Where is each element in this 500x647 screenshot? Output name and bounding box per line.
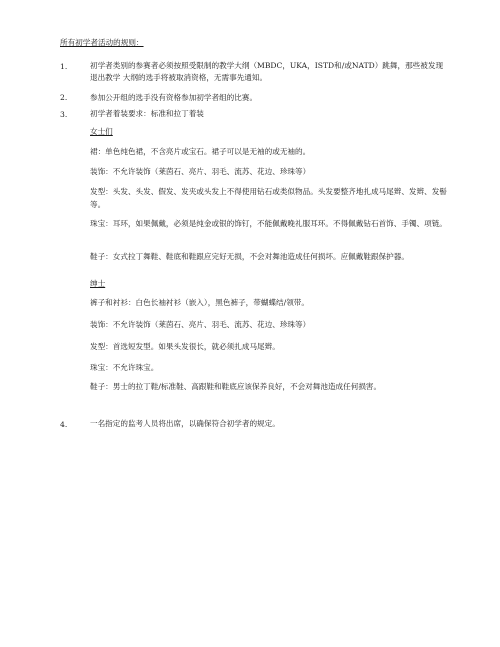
gentlemen-decoration: 装饰：不允许装饰（莱茵石、亮片、羽毛、流苏、花边、珍珠等） xyxy=(90,320,311,329)
ladies-hair: 发型：头发、头发、假发、发夹或头发上不得使用钻石或类似物品。头发要整齐地扎成马尾辫、发辫、发髻 等。 xyxy=(90,187,447,209)
item-4-text: 一名指定的监考人员将出席，以确保符合初学者的规定。 xyxy=(90,419,280,428)
ladies-title: 女士们 xyxy=(90,127,113,136)
item-4-number: 4. xyxy=(60,420,68,429)
item-3-number: 3. xyxy=(60,110,68,119)
ladies-jewelry: 珠宝：耳环，如果佩戴，必须是纯金或银的饰钉，不能佩戴晚礼服耳环。不得佩戴钻石首饰、手镯、项链。 xyxy=(90,219,447,228)
item-1-text: 初学者类别的参赛者必须按照受限制的教学大纲（MBDC，UKA，ISTD和/或NATD）跳舞，那些被发现退出教学 大纲的选手将被取消资格，无需事先通知。 xyxy=(90,61,444,82)
item-2-text: 参加公开组的选手没有资格参加初学者组的比赛。 xyxy=(90,93,258,102)
gentlemen-shoes: 鞋子：男士的拉丁鞋/标准鞋、高跟鞋和鞋底应该保养良好，不会对舞池造成任何损害。 xyxy=(90,382,382,391)
item-1-number: 1. xyxy=(60,62,68,71)
ladies-decoration: 装饰：不允许装饰（莱茵石、亮片、羽毛、流苏、花边、珍珠等） xyxy=(90,167,311,176)
gentlemen-hair: 发型：首选短发型。如果头发很长，就必须扎成马尾辫。 xyxy=(90,342,280,351)
ladies-shoes: 鞋子：女式拉丁舞鞋、鞋底和鞋跟应完好无损，不会对舞池造成任何损坏。应佩戴鞋跟保护器。 xyxy=(90,252,409,261)
gentlemen-jewelry: 珠宝：不允许珠宝。 xyxy=(90,363,159,372)
rules-heading: 所有初学者活动的规则： xyxy=(60,38,144,47)
gentlemen-title: 绅士 xyxy=(90,279,106,288)
item-3-text: 初学者着装要求：标准和拉丁着装 xyxy=(90,109,204,118)
gentlemen-clothing: 裤子和衬衫：白色长袖衬衫（嵌入），黑色裤子，带蝴蝶结/领带。 xyxy=(90,298,309,307)
ladies-dress: 裙：单色纯色裙，不含亮片或宝石。裙子可以是无袖的或无袖的。 xyxy=(90,147,311,156)
item-2-number: 2. xyxy=(60,93,68,102)
